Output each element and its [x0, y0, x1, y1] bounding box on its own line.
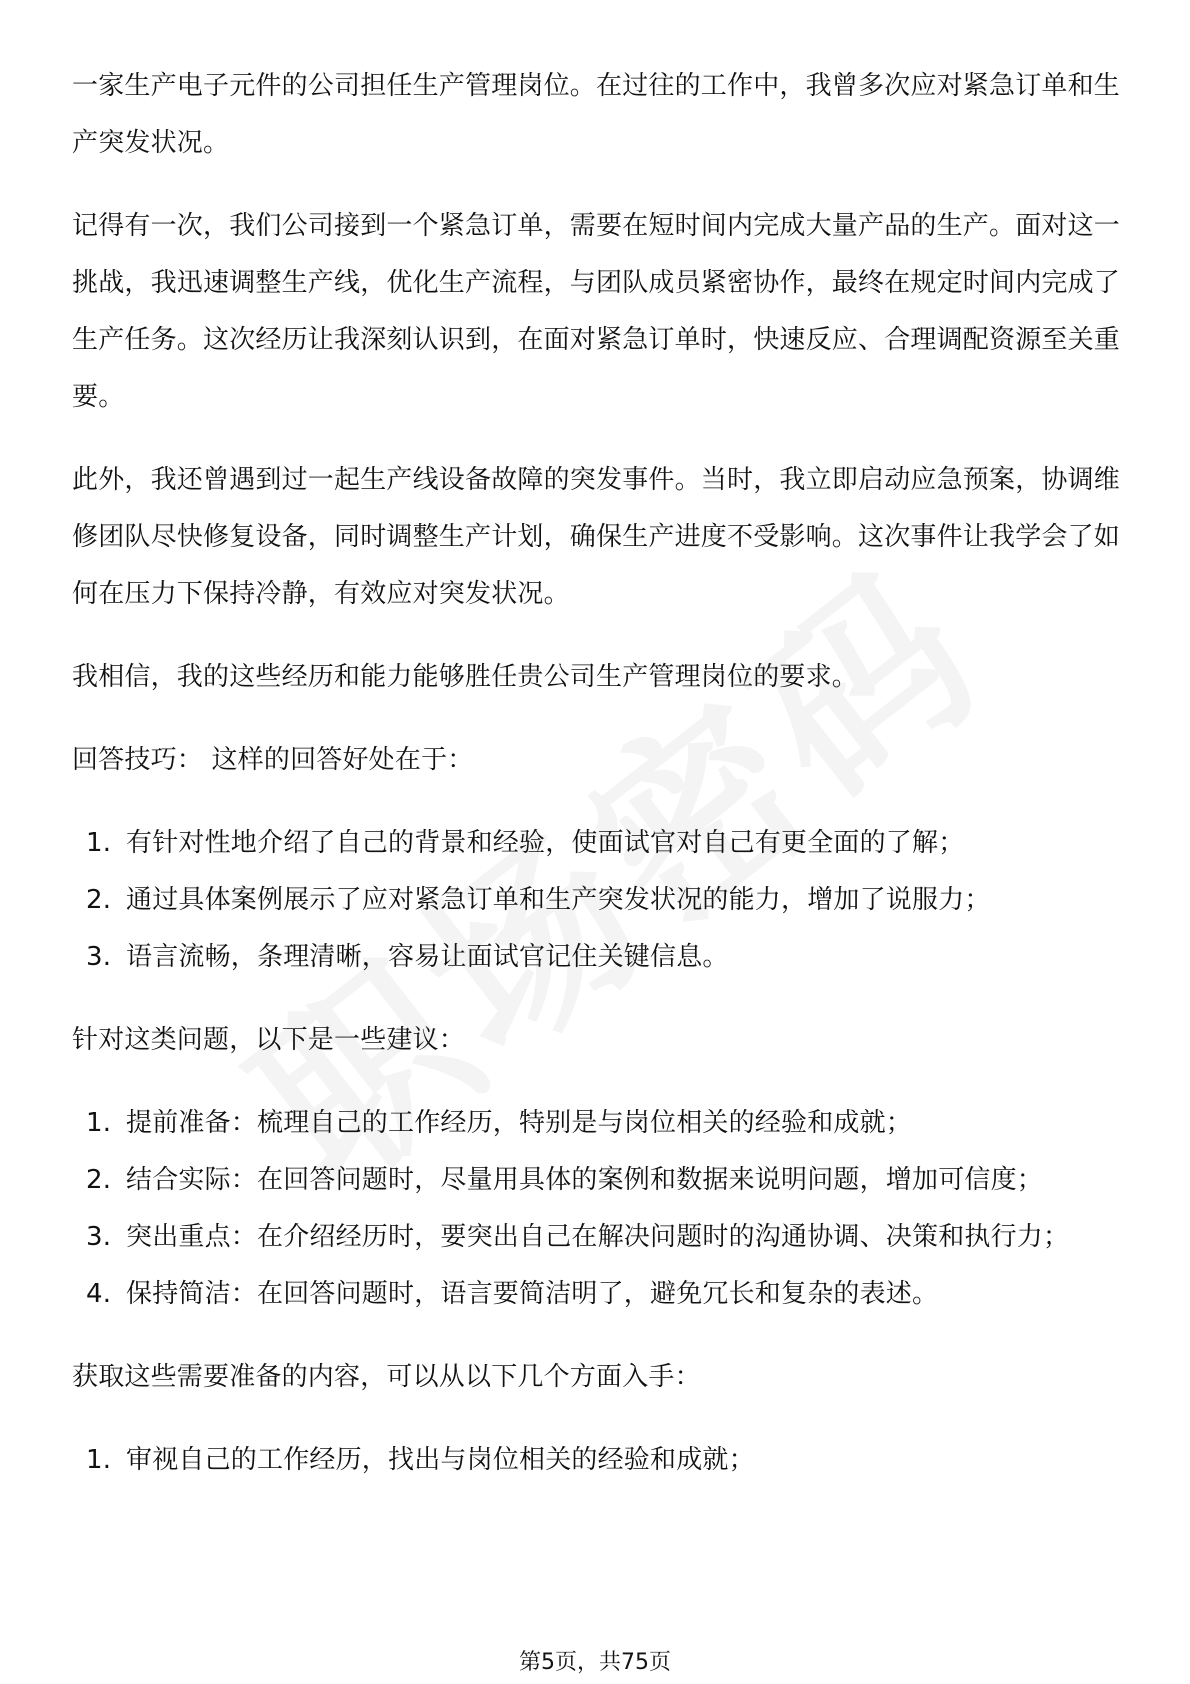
list-item [72, 815, 1122, 872]
advice-heading: 针对这类问题，以下是一些建议： [72, 1025, 466, 1055]
paragraph-equipment-failure: 此外，我还曾遇到过一起生产线设备故障的突发事件。当时，我立即启动应急预案，协调维修团队尽快修复设备，同时调整生产计划，确保生产进度不受影响。这次事件让我学会了如何在压力下保持冷静，有效应对突发状况。 [72, 465, 1121, 609]
list-text: 保持简洁：在回答问题时，语言要简洁明了，避免冗长和复杂的表述。 [126, 1279, 939, 1309]
list-number: 2. [86, 885, 112, 915]
list-item [72, 872, 1122, 929]
list-text: 审视自己的工作经历，找出与岗位相关的经验和成就； [126, 1445, 755, 1475]
paragraph-urgent-order: 记得有一次，我们公司接到一个紧急订单，需要在短时间内完成大量产品的生产。面对这一挑战，我迅速调整生产线，优化生产流程，与团队成员紧密协作，最终在规定时间内完成了生产任务。这次经历让我深刻认识到，在面对紧急订单时，快速反应、合理调配资源至关重要。 [72, 211, 1121, 412]
list-item [72, 1432, 1122, 1489]
list-text: 提前准备：梳理自己的工作经历，特别是与岗位相关的经验和成就； [126, 1108, 913, 1138]
list-number: 2. [86, 1165, 112, 1195]
paragraph-intro: 一家生产电子元件的公司担任生产管理岗位。在过往的工作中，我曾多次应对紧急订单和生产突发状况。 [72, 71, 1121, 158]
list-item [72, 1209, 1122, 1266]
list-text: 语言流畅，条理清晰，容易让面试官记住关键信息。 [126, 942, 729, 972]
list-item [72, 929, 1122, 986]
tips-heading: 回答技巧： 这样的回答好处在于： [72, 745, 474, 775]
list-number: 1. [86, 1108, 112, 1138]
list-item [72, 1095, 1122, 1152]
advice-list [72, 1095, 1122, 1323]
list-number: 1. [86, 1445, 112, 1475]
list-number: 3. [86, 1222, 112, 1252]
list-item [72, 1266, 1122, 1323]
list-number: 3. [86, 942, 112, 972]
document-body [72, 58, 1122, 1515]
page-number-footer: 第5页，共75页 [519, 1650, 671, 1675]
list-text: 结合实际：在回答问题时，尽量用具体的案例和数据来说明问题，增加可信度； [126, 1165, 1044, 1195]
prep-heading: 获取这些需要准备的内容，可以从以下几个方面入手： [72, 1362, 701, 1392]
tips-list [72, 815, 1122, 986]
list-text: 有针对性地介绍了自己的背景和经验，使面试官对自己有更全面的了解； [126, 828, 965, 858]
list-number: 1. [86, 828, 112, 858]
list-item [72, 1152, 1122, 1209]
list-text: 突出重点：在介绍经历时，要突出自己在解决问题时的沟通协调、决策和执行力； [126, 1222, 1070, 1252]
list-number: 4. [86, 1279, 112, 1309]
paragraph-conclusion: 我相信，我的这些经历和能力能够胜任贵公司生产管理岗位的要求。 [72, 662, 859, 692]
list-text: 通过具体案例展示了应对紧急订单和生产突发状况的能力，增加了说服力； [126, 885, 991, 915]
prep-list [72, 1432, 1122, 1489]
